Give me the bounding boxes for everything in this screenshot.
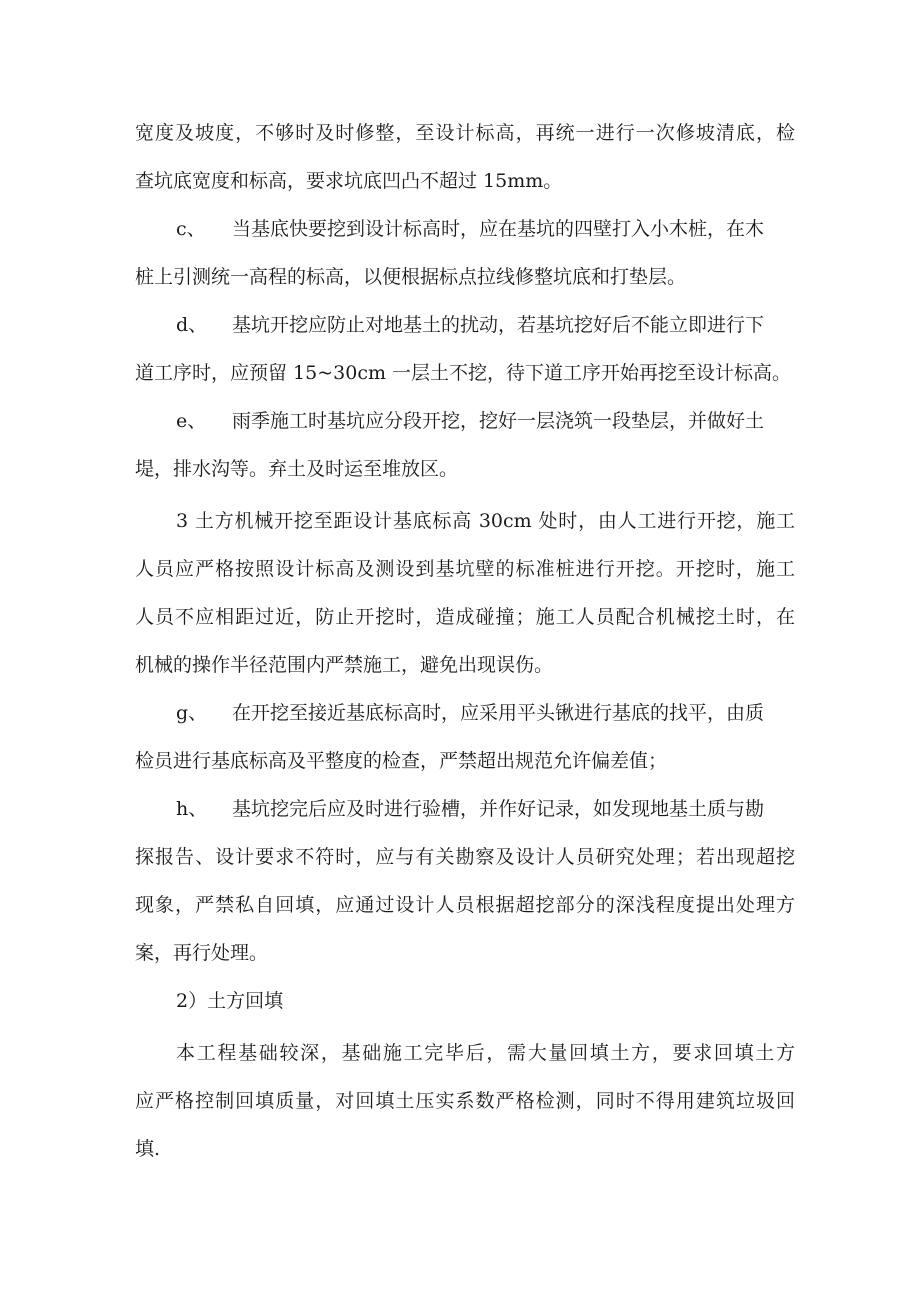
paragraph-line: 基坑开挖应防止对地基土的扰动，若基坑挖好后不能立即进行下 xyxy=(232,314,765,336)
list-item-h xyxy=(176,796,795,822)
paragraph-line: 雨季施工时基坑应分段开挖，挖好一层浇筑一段垫层，并做好土 xyxy=(232,410,765,432)
paragraph-line: 堤，排水沟等。弃土及时运至堆放区。 xyxy=(135,458,459,480)
paragraph-line: 道工序时，应预留 15~30cm 一层土不挖，待下道工序开始再挖至设计标高。 xyxy=(135,362,792,384)
paragraph-line: 在开挖至接近基底标高时，应采用平头锹进行基底的找平，由质 xyxy=(232,702,765,724)
section-heading: 2）土方回填 xyxy=(176,990,284,1012)
list-marker: g、 xyxy=(176,702,208,724)
paragraph-line: 人员应严格按照设计标高及测设到基坑壁的标准桩进行开挖。开挖时，施工 xyxy=(135,558,795,580)
paragraph-line: 宽度及坡度，不够时及时修整，至设计标高，再统一进行一次修坡清底，检 xyxy=(135,122,795,144)
paragraph-line: 基坑挖完后应及时进行验槽，并作好记录，如发现地基土质与勘 xyxy=(232,798,765,820)
paragraph-line: 检员进行基底标高及平整度的检查，严禁超出规范允许偏差值； xyxy=(135,750,668,772)
paragraph-line: 3 土方机械开挖至距设计基底标高 30cm 处时，由人工进行开挖，施工 xyxy=(176,510,795,532)
paragraph-line: 机械的操作半径范围内严禁施工，避免出现误伤。 xyxy=(135,654,554,676)
list-marker: e、 xyxy=(176,410,207,432)
paragraph-line: 查坑底宽度和标高，要求坑底凹凸不超过 15mm。 xyxy=(135,170,563,192)
paragraph-line: 现象，严禁私自回填，应通过设计人员根据超挖部分的深浅程度提出处理方 xyxy=(135,894,795,916)
paragraph-line: 人员不应相距过近，防止开挖时，造成碰撞；施工人员配合机械挖土时，在 xyxy=(135,606,795,628)
list-item-d xyxy=(176,312,795,338)
list-marker: c、 xyxy=(176,218,206,240)
paragraph-line: 桩上引测统一高程的标高，以便根据标点拉线修整坑底和打垫层。 xyxy=(135,266,687,288)
list-marker: h、 xyxy=(176,798,208,820)
list-item-g xyxy=(176,700,795,726)
paragraph-line: 本工程基础较深，基础施工完毕后，需大量回填土方，要求回填土方 xyxy=(176,1042,795,1064)
paragraph-line: 案，再行处理。 xyxy=(135,942,269,964)
list-item-e xyxy=(176,408,795,434)
paragraph-line: 探报告、设计要求不符时，应与有关勘察及设计人员研究处理；若出现超挖 xyxy=(135,846,795,868)
paragraph-line: 填. xyxy=(135,1138,161,1160)
paragraph-line: 应严格控制回填质量，对回填土压实系数严格检测，同时不得用建筑垃圾回 xyxy=(135,1090,795,1112)
list-marker: d、 xyxy=(176,314,208,336)
list-item-c xyxy=(176,216,795,242)
paragraph-line: 当基底快要挖到设计标高时，应在基坑的四壁打入小木桩，在木 xyxy=(232,218,765,240)
